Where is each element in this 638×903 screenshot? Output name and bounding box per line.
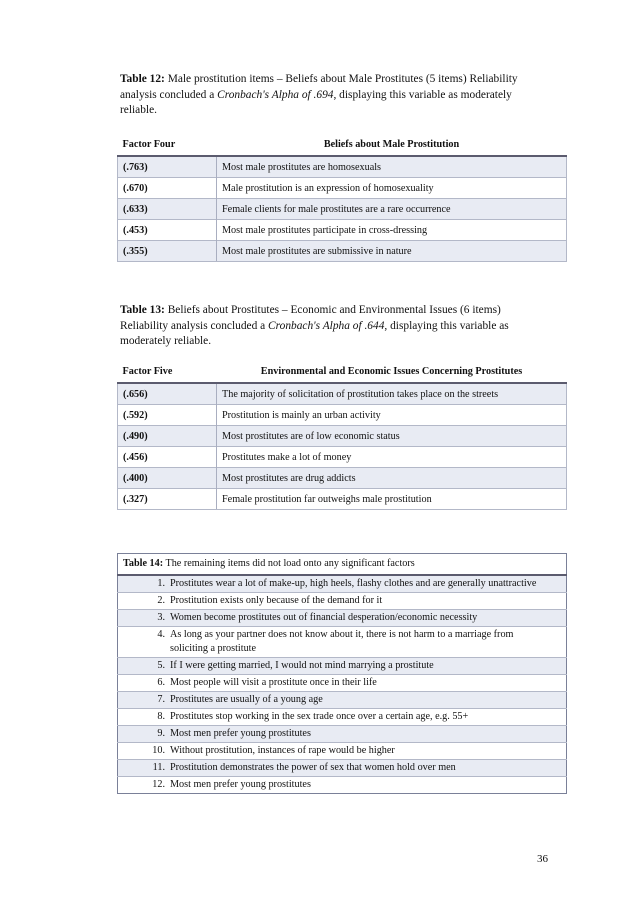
item-text: Most prostitutes are drug addicts bbox=[217, 468, 567, 489]
table14-caption bbox=[118, 554, 567, 576]
table-row bbox=[118, 199, 567, 220]
item-text: As long as your partner does not know about it, there is not harm to a marriage from soliciting a prostitute bbox=[170, 629, 514, 654]
table13-caption bbox=[120, 303, 540, 350]
table13-caption-text: Beliefs about Prostitutes – Economic and Environmental Issues (6 items) Reliability analysis concluded a bbox=[120, 304, 501, 332]
table12-caption-label: Table 12: bbox=[120, 73, 165, 85]
table-row bbox=[118, 468, 567, 489]
table12-caption bbox=[120, 72, 540, 119]
page-number: 36 bbox=[537, 853, 548, 865]
item-number: 7. bbox=[157, 694, 165, 705]
item-text: Most male prostitutes are homosexuals bbox=[217, 156, 567, 178]
table13-alpha: Cronbach's Alpha of .644 bbox=[268, 319, 385, 332]
table14-caption-label: Table 14: bbox=[123, 558, 164, 569]
factor-loading: (.400) bbox=[118, 468, 217, 489]
item-text: Prostitutes make a lot of money bbox=[217, 447, 567, 468]
item-number: 6. bbox=[157, 677, 165, 688]
table-row bbox=[118, 178, 567, 199]
item-text: Female clients for male prostitutes are a rare occurrence bbox=[217, 199, 567, 220]
item-text: Most prostitutes are of low economic status bbox=[217, 426, 567, 447]
list-item bbox=[118, 675, 567, 692]
item-number: 11. bbox=[152, 762, 165, 773]
item-text: Most male prostitutes participate in cross-dressing bbox=[217, 220, 567, 241]
list-item bbox=[118, 627, 567, 658]
table12-caption-text: Male prostitution items – Beliefs about Male Prostitutes (5 items) Reliability analysis concluded a bbox=[120, 73, 518, 101]
item-text: Prostitution exists only because of the demand for it bbox=[170, 595, 383, 606]
list-item bbox=[118, 610, 567, 627]
table12 bbox=[117, 133, 567, 262]
item-number: 1. bbox=[157, 578, 165, 589]
table-row bbox=[118, 447, 567, 468]
item-text: Prostitutes stop working in the sex trade once over a certain age, e.g. 55+ bbox=[170, 711, 469, 722]
factor-loading: (.656) bbox=[118, 383, 217, 405]
item-number: 9. bbox=[157, 728, 165, 739]
table-row bbox=[118, 489, 567, 510]
item-text: The majority of solicitation of prostitution takes place on the streets bbox=[217, 383, 567, 405]
table-row bbox=[118, 383, 567, 405]
factor-loading: (.670) bbox=[118, 178, 217, 199]
table-row bbox=[118, 405, 567, 426]
table12-header-col2: Beliefs about Male Prostitution bbox=[217, 133, 567, 156]
list-item bbox=[118, 726, 567, 743]
table12-header-col1: Factor Four bbox=[118, 133, 217, 156]
table13 bbox=[117, 360, 567, 510]
item-number: 3. bbox=[157, 612, 165, 623]
item-text: Most people will visit a prostitute once in their life bbox=[170, 677, 377, 688]
item-number: 8. bbox=[157, 711, 165, 722]
item-number: 5. bbox=[157, 660, 165, 671]
factor-loading: (.355) bbox=[118, 241, 217, 262]
list-item bbox=[118, 760, 567, 777]
factor-loading: (.453) bbox=[118, 220, 217, 241]
table14 bbox=[117, 553, 567, 794]
factor-loading: (.456) bbox=[118, 447, 217, 468]
item-number: 12. bbox=[152, 779, 165, 790]
item-number: 2. bbox=[157, 595, 165, 606]
factor-loading: (.633) bbox=[118, 199, 217, 220]
item-text: Most male prostitutes are submissive in nature bbox=[217, 241, 567, 262]
factor-loading: (.327) bbox=[118, 489, 217, 510]
item-number: 4. bbox=[157, 629, 165, 640]
table-row bbox=[118, 156, 567, 178]
list-item bbox=[118, 743, 567, 760]
item-text: Male prostitution is an expression of homosexuality bbox=[217, 178, 567, 199]
item-text: Prostitution demonstrates the power of sex that women hold over men bbox=[170, 762, 456, 773]
table12-caption-tail: , displaying this variable as moderately reliable. bbox=[120, 88, 512, 116]
table13-header-col1: Factor Five bbox=[118, 360, 217, 383]
list-item bbox=[118, 777, 567, 794]
table13-caption-label: Table 13: bbox=[120, 304, 165, 316]
item-number: 10. bbox=[152, 745, 165, 756]
table13-caption-tail: , displaying this variable as moderately reliable. bbox=[120, 319, 509, 347]
item-text: If I were getting married, I would not mind marrying a prostitute bbox=[170, 660, 434, 671]
table-row bbox=[118, 426, 567, 447]
table13-header-col2: Environmental and Economic Issues Concerning Prostitutes bbox=[217, 360, 567, 383]
item-text: Most men prefer young prostitutes bbox=[170, 728, 311, 739]
factor-loading: (.490) bbox=[118, 426, 217, 447]
item-text: Prostitution is mainly an urban activity bbox=[217, 405, 567, 426]
table12-alpha: Cronbach's Alpha of .694 bbox=[217, 88, 334, 101]
item-text: Without prostitution, instances of rape would be higher bbox=[170, 745, 395, 756]
item-text: Prostitutes are usually of a young age bbox=[170, 694, 323, 705]
factor-loading: (.763) bbox=[118, 156, 217, 178]
table-row bbox=[118, 241, 567, 262]
list-item bbox=[118, 593, 567, 610]
list-item bbox=[118, 709, 567, 726]
table-row bbox=[118, 220, 567, 241]
item-text: Prostitutes wear a lot of make-up, high heels, flashy clothes and are generally unattractive bbox=[170, 578, 537, 589]
item-text: Female prostitution far outweighs male prostitution bbox=[217, 489, 567, 510]
list-item bbox=[118, 692, 567, 709]
table14-caption-text: The remaining items did not load onto any significant factors bbox=[163, 558, 415, 569]
factor-loading: (.592) bbox=[118, 405, 217, 426]
item-text: Women become prostitutes out of financial desperation/economic necessity bbox=[170, 612, 478, 623]
list-item bbox=[118, 658, 567, 675]
list-item bbox=[118, 575, 567, 593]
item-text: Most men prefer young prostitutes bbox=[170, 779, 311, 790]
